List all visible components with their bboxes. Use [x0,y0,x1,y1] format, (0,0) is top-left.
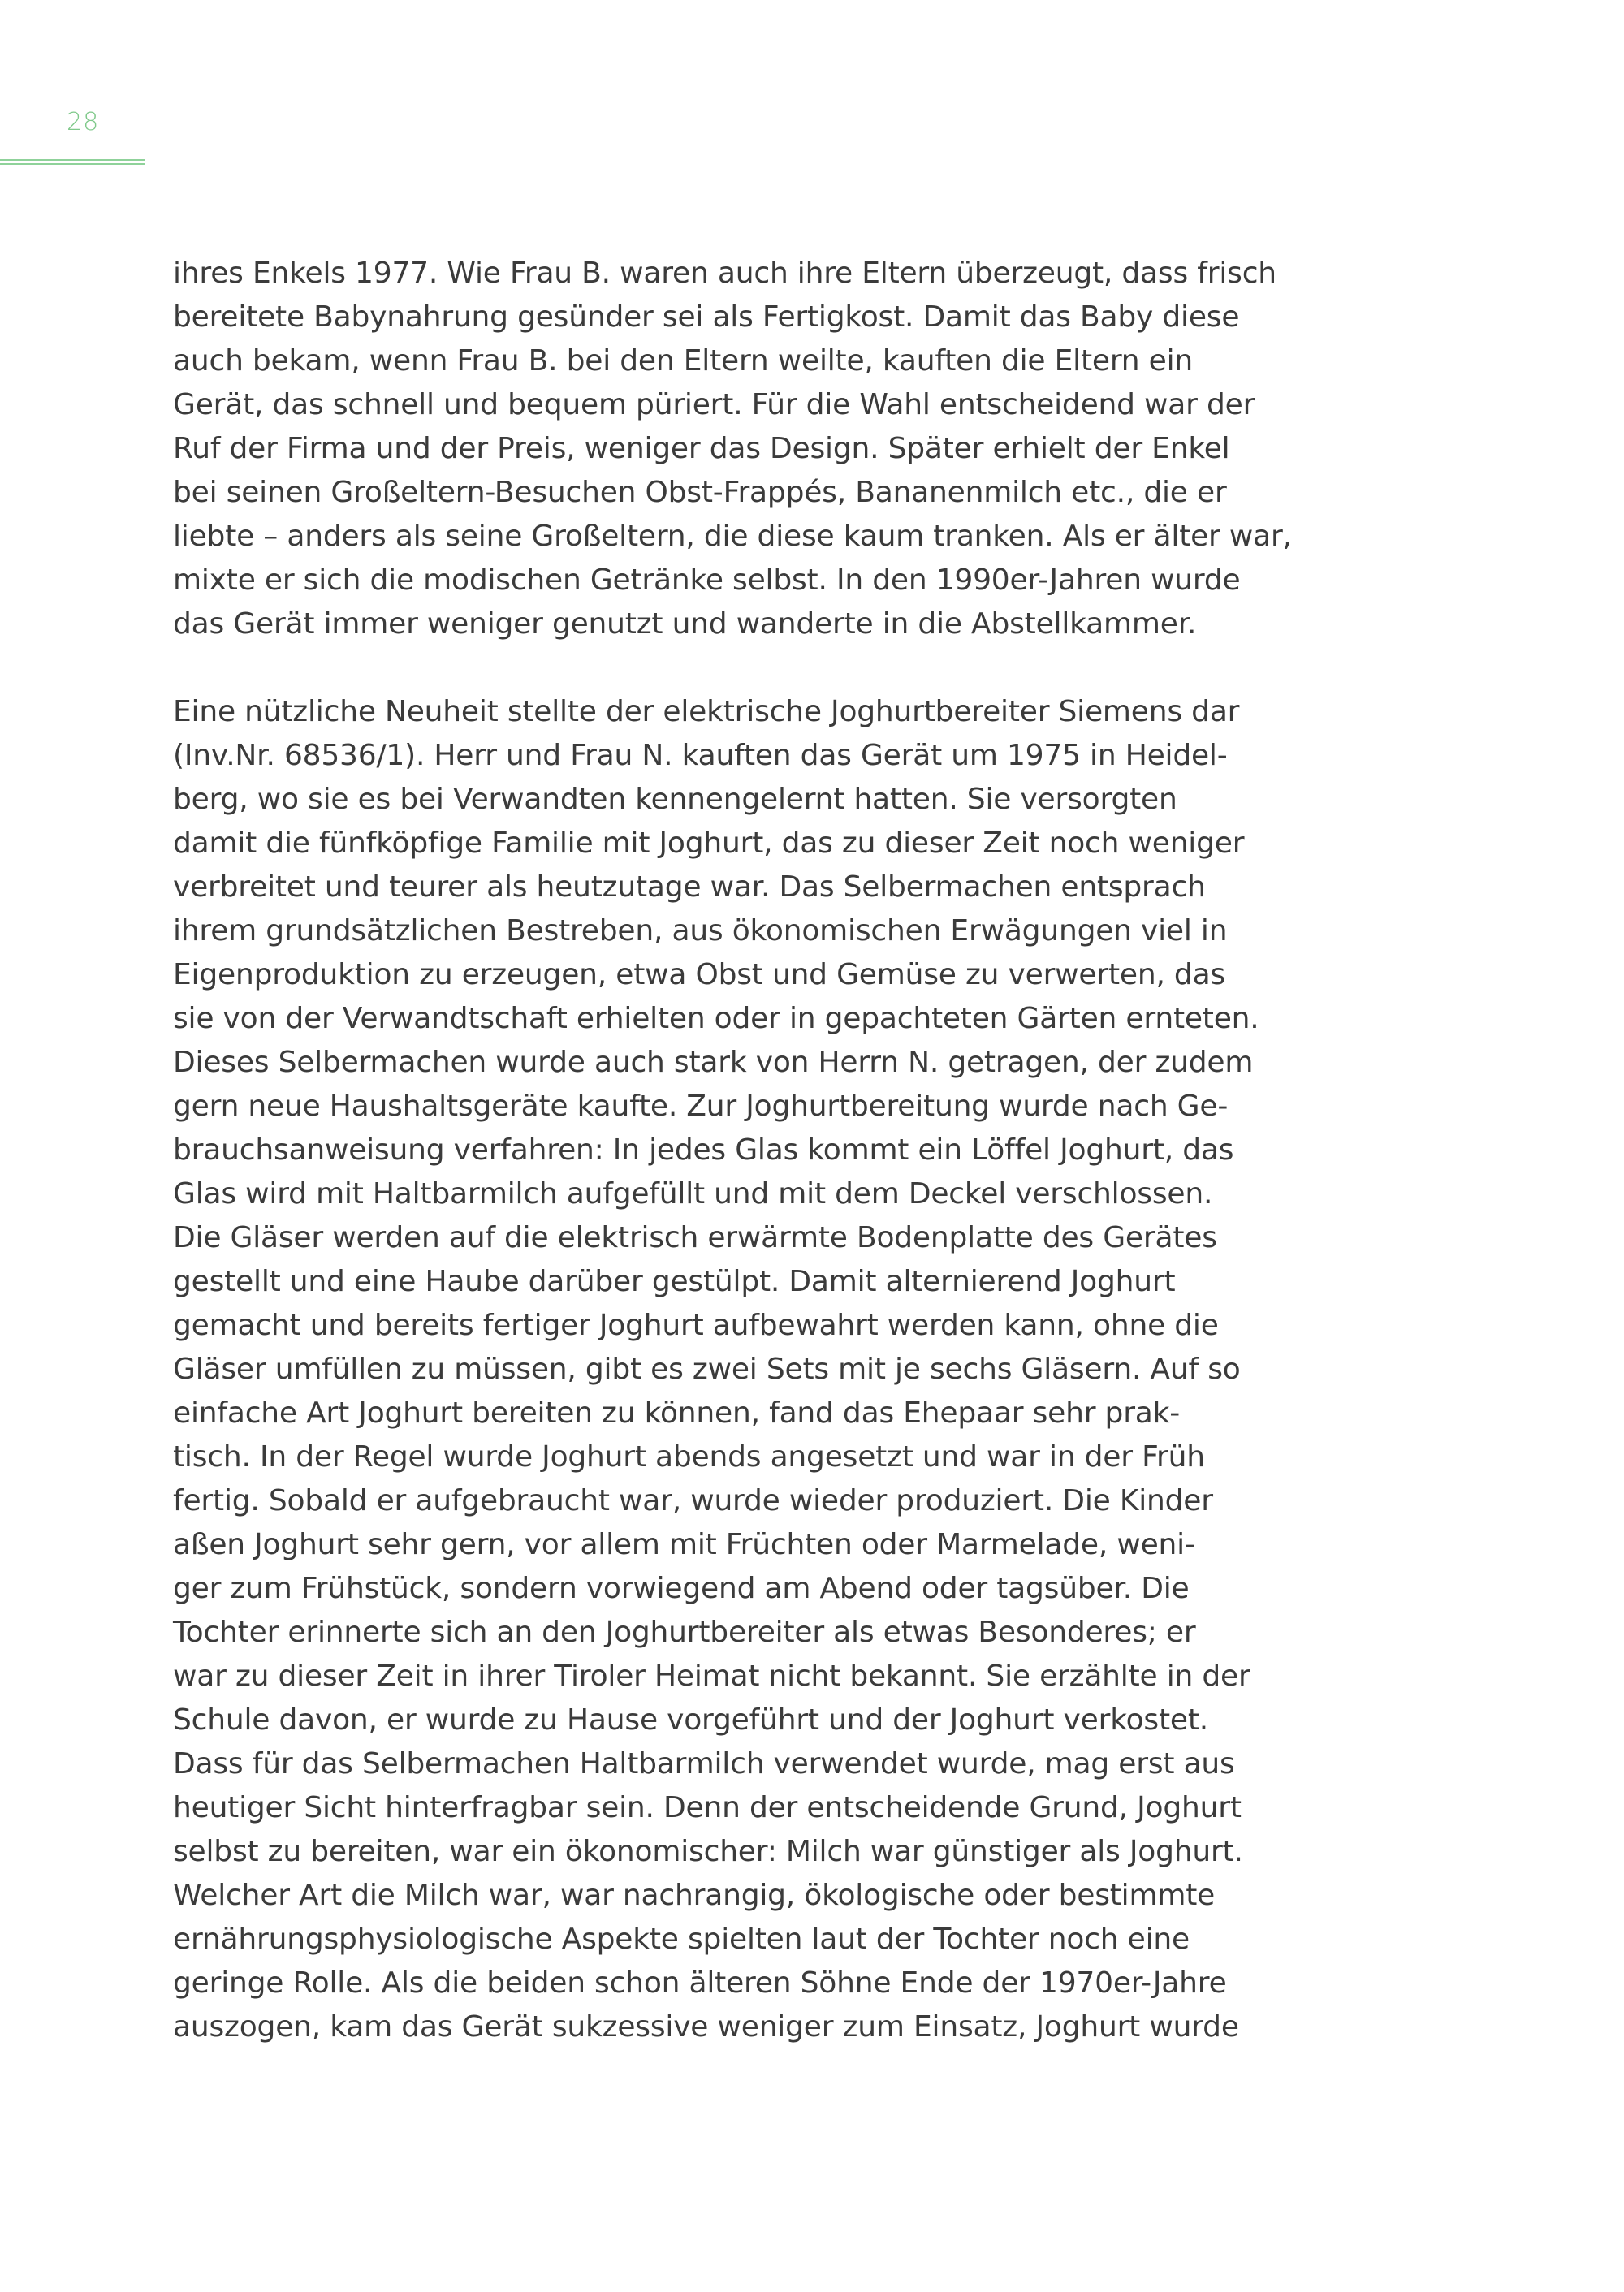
text-line: ernährungsphysiologische Aspekte spielten laut der Tochter noch eine [173,1923,1190,1956]
text-line: aßen Joghurt sehr gern, vor allem mit Früchten oder Marmelade, weni- [173,1528,1195,1561]
text-line: Eigenproduktion zu erzeugen, etwa Obst und Gemüse zu verwerten, das [173,958,1225,991]
text-line: mixte er sich die modischen Getränke selbst. In den 1990er-Jahren wurde [173,563,1241,597]
text-line: auch bekam, wenn Frau B. bei den Eltern weilte, kauften die Eltern ein [173,344,1194,378]
body-text [173,252,1292,2049]
text-line: brauchsanweisung verfahren: In jedes Glas kommt ein Löffel Joghurt, das [173,1133,1234,1167]
text-line: war zu dieser Zeit in ihrer Tiroler Heimat nicht bekannt. Sie erzählte in der [173,1660,1250,1693]
page-number: 28 [67,108,100,136]
text-line: Tochter erinnerte sich an den Joghurtbereiter als etwas Besonderes; er [173,1616,1196,1649]
text-line: Schule davon, er wurde zu Hause vorgeführt und der Joghurt verkostet. [173,1703,1208,1737]
text-line: geringe Rolle. Als die beiden schon älteren Söhne Ende der 1970er-Jahre [173,1966,1227,2000]
text-line: gemacht und bereits fertiger Joghurt aufbewahrt werden kann, ohne die [173,1309,1219,1342]
paragraph-2 [173,690,1261,2049]
text-line: bei seinen Großeltern-Besuchen Obst-Frappés, Bananenmilch etc., die er [173,476,1227,509]
text-line: Ruf der Firma und der Preis, weniger das Design. Später erhielt der Enkel [173,432,1230,465]
text-line: das Gerät immer weniger genutzt und wanderte in die Abstellkammer. [173,607,1197,641]
text-line: berg, wo sie es bei Verwandten kennengelernt hatten. Sie versorgten [173,783,1177,816]
text-line: Eine nützliche Neuheit stellte der elektrische Joghurtbereiter Siemens dar [173,695,1240,728]
text-line: Gläser umfüllen zu müssen, gibt es zwei Sets mit je sechs Gläsern. Auf so [173,1353,1241,1386]
paragraph-1 [173,252,1292,646]
text-line: gern neue Haushaltsgeräte kaufte. Zur Joghurtbereitung wurde nach Ge- [173,1090,1229,1123]
header-rule-bottom [0,163,145,165]
text-line: ihrem grundsätzlichen Bestreben, aus ökonomischen Erwägungen viel in [173,914,1228,947]
text-line: sie von der Verwandtschaft erhielten oder in gepachteten Gärten ernteten. [173,1002,1259,1035]
text-line: Dass für das Selbermachen Haltbarmilch verwendet wurde, mag erst aus [173,1747,1235,1781]
text-line: Dieses Selbermachen wurde auch stark von Herrn N. getragen, der zudem [173,1046,1254,1079]
text-line: gestellt und eine Haube darüber gestülpt. Damit alternierend Joghurt [173,1265,1176,1298]
text-line: ger zum Frühstück, sondern vorwiegend am Abend oder tagsüber. Die [173,1572,1190,1605]
text-line: Gerät, das schnell und bequem püriert. Für die Wahl entscheidend war der [173,388,1255,421]
text-line: Glas wird mit Haltbarmilch aufgefüllt und mit dem Deckel verschlossen. [173,1177,1213,1211]
text-line: auszogen, kam das Gerät sukzessive weniger zum Einsatz, Joghurt wurde [173,2010,1239,2044]
text-line: verbreitet und teurer als heutzutage war. Das Selbermachen entsprach [173,870,1206,904]
text-line: Die Gläser werden auf die elektrisch erwärmte Bodenplatte des Gerätes [173,1221,1217,1254]
text-line: (Inv.Nr. 68536/1). Herr und Frau N. kauften das Gerät um 1975 in Heidel- [173,739,1228,772]
text-line: bereitete Babynahrung gesünder sei als Fertigkost. Damit das Baby diese [173,300,1240,334]
text-line: liebte – anders als seine Großeltern, die diese kaum tranken. Als er älter war, [173,520,1292,553]
text-line: Welcher Art die Milch war, war nachrangig, ökologische oder bestimmte [173,1879,1216,1912]
text-line: selbst zu bereiten, war ein ökonomischer: Milch war günstiger als Joghurt. [173,1835,1243,1868]
text-line: ihres Enkels 1977. Wie Frau B. waren auch ihre Eltern überzeugt, dass frisch [173,257,1276,290]
text-line: fertig. Sobald er aufgebraucht war, wurde wieder produziert. Die Kinder [173,1484,1213,1517]
text-line: heutiger Sicht hinterfragbar sein. Denn der entscheidende Grund, Joghurt [173,1791,1242,1824]
text-line: einfache Art Joghurt bereiten zu können, fand das Ehepaar sehr prak- [173,1396,1181,1430]
text-line: damit die fünfköpfige Familie mit Joghurt, das zu dieser Zeit noch weniger [173,827,1245,860]
header-rule-top [0,159,145,161]
text-line: tisch. In der Regel wurde Joghurt abends angesetzt und war in der Früh [173,1440,1205,1474]
